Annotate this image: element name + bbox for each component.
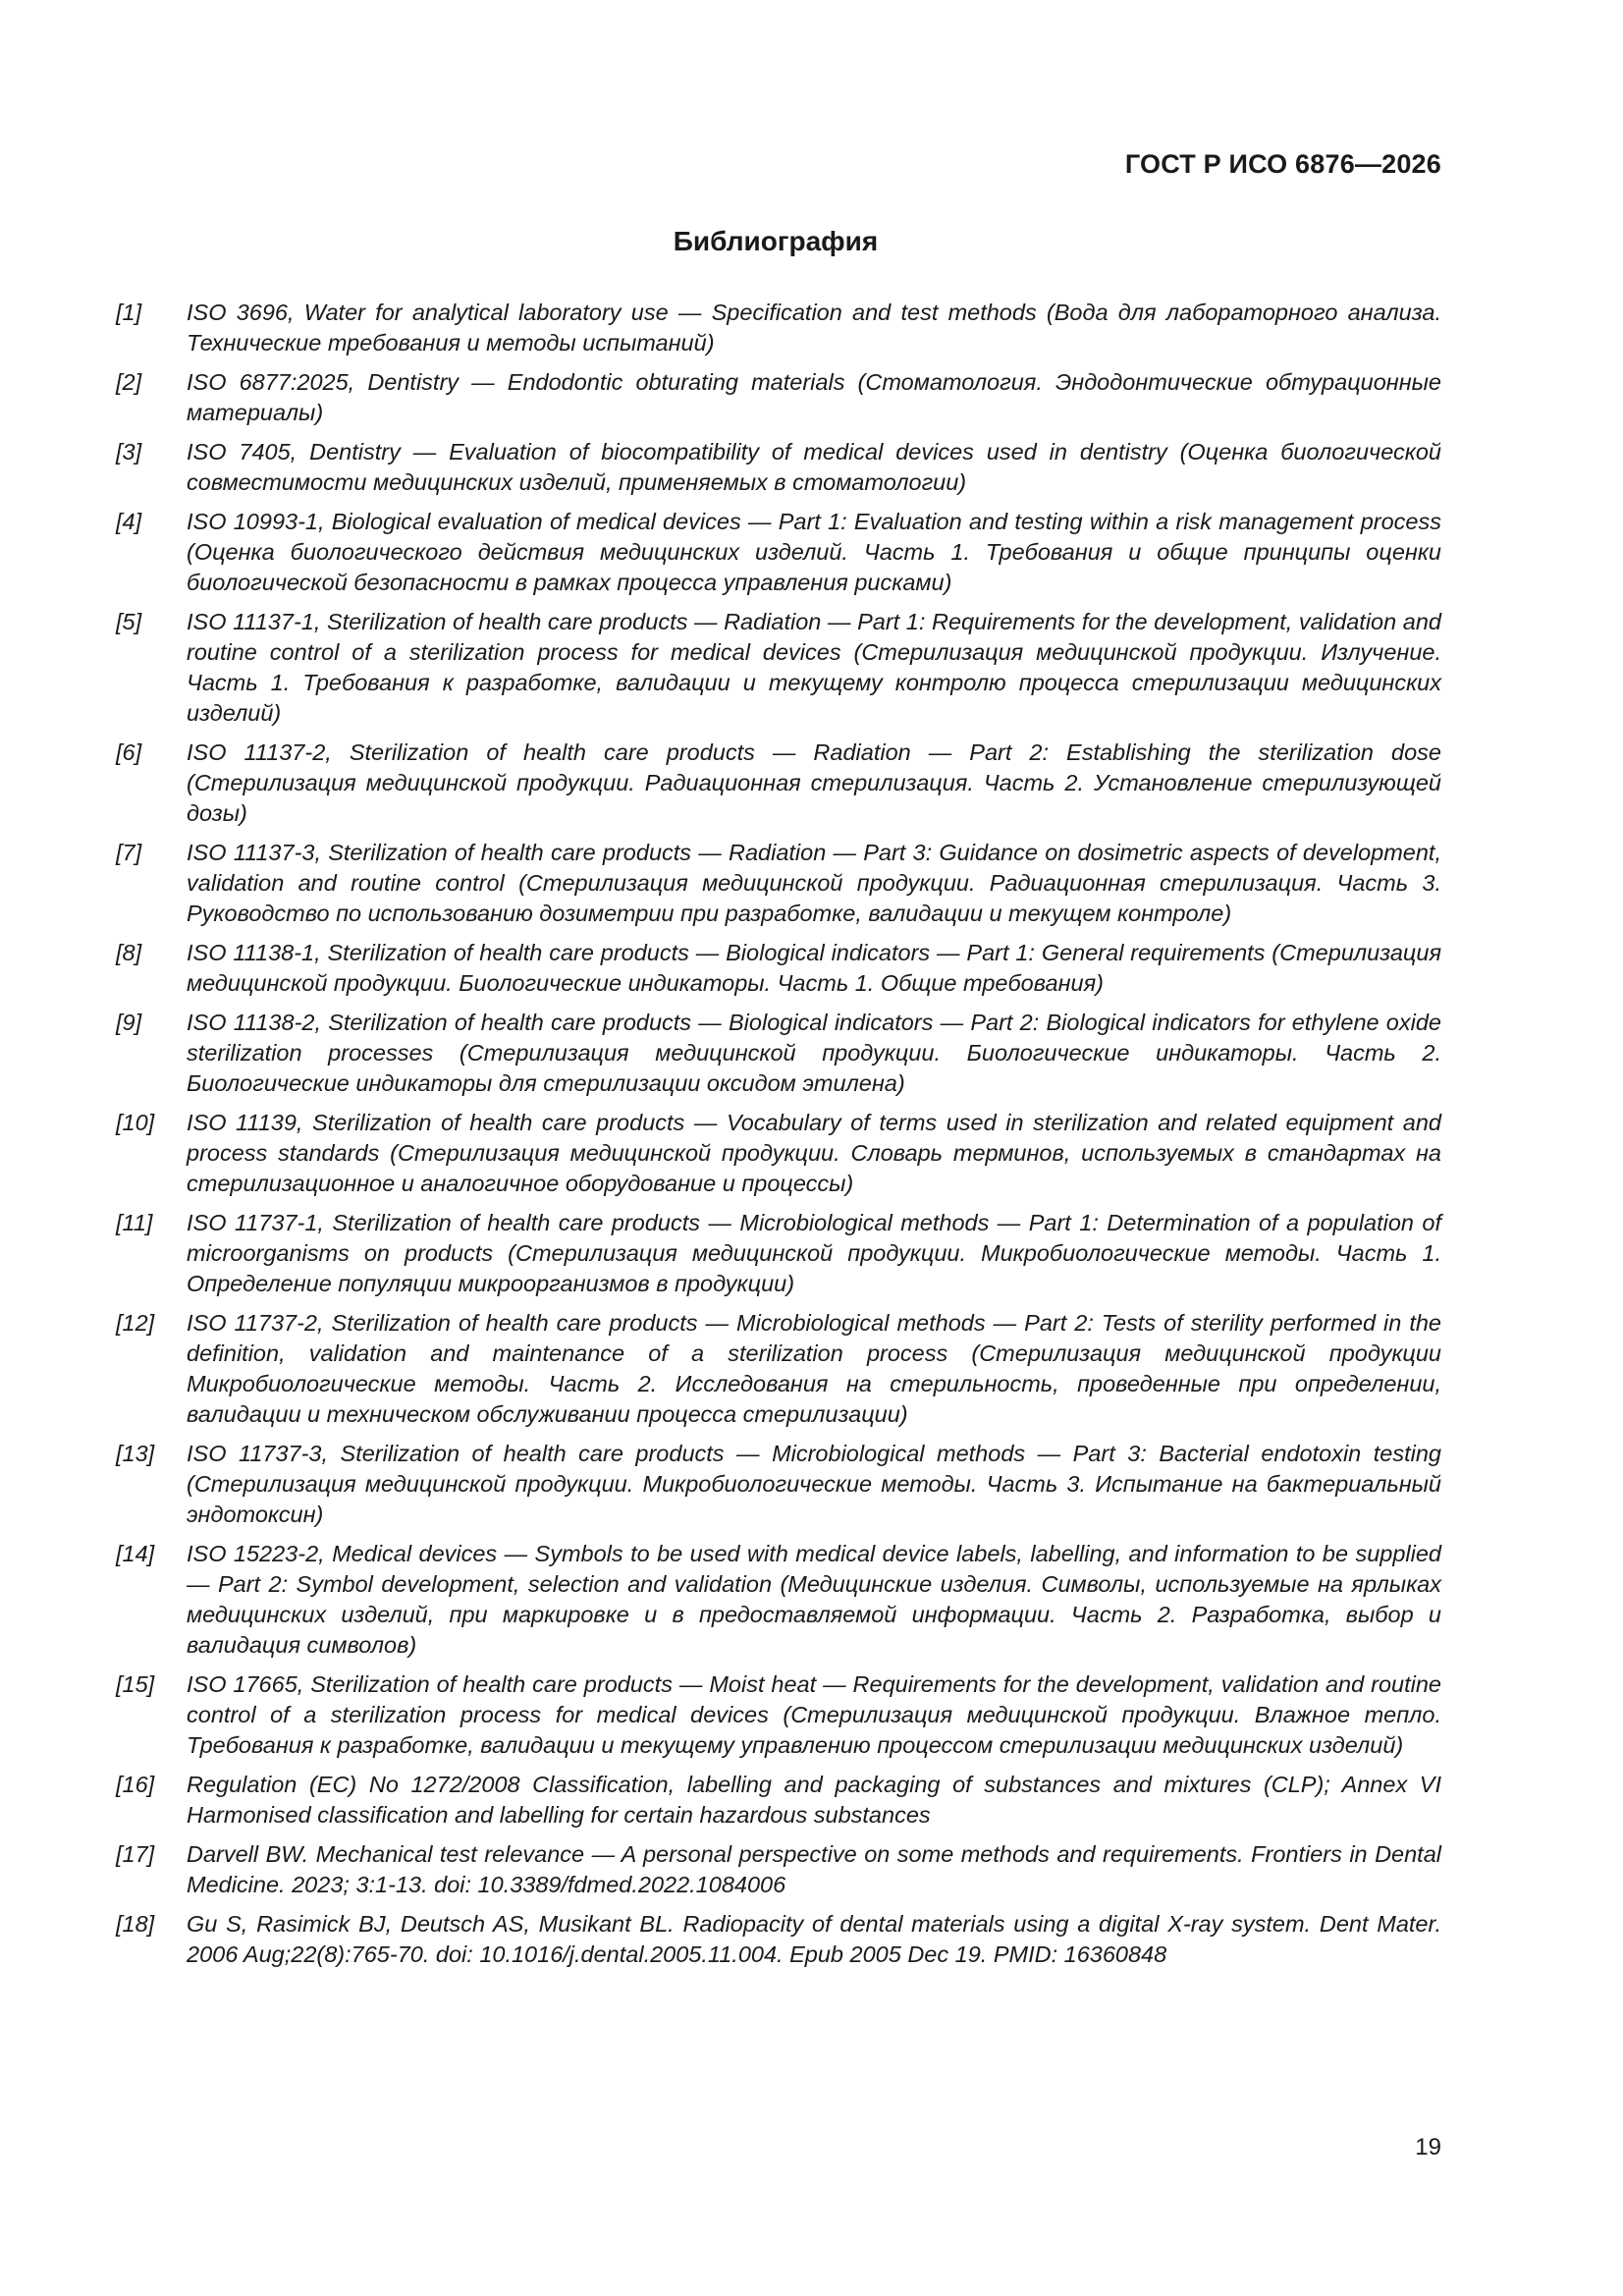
- bibliography-item-6: [116, 738, 1441, 829]
- bibliography-text: ISO 11137-1, Sterilization of health care products — Radiation — Part 1: Requirements for the development, validation and routine control of a sterilization process for medical devices (Стерилизация медицинской продукции. Излучение. Часть 1. Требования к разработке, валидации и текущему контролю процесса стерилизации медицинских изделий): [187, 609, 1441, 726]
- bibliography-item-5: [116, 607, 1441, 729]
- bibliography-text: Darvell BW. Mechanical test relevance — A personal perspective on some methods and requirements. Frontiers in Dental Medicine. 2023; 3:1-13. doi: 10.3389/fdmed.2022.1084006: [187, 1841, 1441, 1897]
- bibliography-text: ISO 11138-2, Sterilization of health care products — Biological indicators — Part 2: Biological indicators for ethylene oxide sterilization processes (Стерилизация медицинской продукции. Биологические индикаторы. Часть 2. Биологические индикаторы для стерилизации оксидом этилена): [187, 1010, 1441, 1096]
- bibliography-text: Regulation (EC) No 1272/2008 Classification, labelling and packaging of substances and mixtures (CLP); Annex VI Harmonised classification and labelling for certain hazardous substances: [187, 1772, 1441, 1828]
- bibliography-text: ISO 10993-1, Biological evaluation of medical devices — Part 1: Evaluation and testing within a risk management process (Оценка биологического действия медицинских изделий. Часть 1. Требования и общие принципы оценки биологической безопасности в рамках процесса управления рисками): [187, 509, 1441, 595]
- document-code: ГОСТ Р ИСО 6876—2026: [1124, 149, 1441, 179]
- bibliography-number: [1]: [116, 300, 142, 325]
- bibliography-number: [5]: [116, 609, 142, 634]
- bibliography-item-11: [116, 1208, 1441, 1299]
- bibliography-number: [11]: [116, 1210, 153, 1235]
- bibliography-item-4: [116, 507, 1441, 598]
- bibliography-list: [116, 298, 1441, 1979]
- bibliography-text: ISO 7405, Dentistry — Evaluation of biocompatibility of medical devices used in dentistry (Оценка биологической совместимости медицинских изделий, применяемых в стоматологии): [187, 439, 1441, 495]
- bibliography-number: [13]: [116, 1441, 155, 1466]
- bibliography-text: ISO 11737-3, Sterilization of health care products — Microbiological methods — Part 3: Bacterial endotoxin testing (Стерилизация медицинской продукции. Микробиологические методы. Часть 3. Испытание на бактериальный эндотоксин): [187, 1441, 1441, 1527]
- bibliography-text: ISO 15223-2, Medical devices — Symbols to be used with medical device labels, labelling, and information to be supplied — Part 2: Symbol development, selection and validation (Медицинские изделия. Символы, используемые на ярлыках медицинских изделий, при маркировке и в предоставляемой информации. Часть 2. Разработка, выбор и валидация символов): [187, 1541, 1441, 1658]
- page-number: 19: [1415, 2134, 1441, 2160]
- bibliography-item-16: [116, 1770, 1441, 1831]
- bibliography-number: [16]: [116, 1772, 155, 1797]
- bibliography-number: [18]: [116, 1911, 155, 1937]
- bibliography-item-8: [116, 938, 1441, 999]
- bibliography-number: [14]: [116, 1541, 155, 1566]
- bibliography-text: ISO 11137-3, Sterilization of health care products — Radiation — Part 3: Guidance on dosimetric aspects of development, validation and routine control (Стерилизация медицинской продукции. Радиационная стерилизация. Часть 3. Руководство по использованию дозиметрии при разработке, валидации и текущем контроле): [187, 840, 1441, 926]
- bibliography-text: ISO 11137-2, Sterilization of health care products — Radiation — Part 2: Establishing the sterilization dose (Стерилизация медицинской продукции. Радиационная стерилизация. Часть 2. Установление стерилизующей дозы): [187, 739, 1441, 826]
- bibliography-item-7: [116, 838, 1441, 929]
- bibliography-item-17: [116, 1839, 1441, 1900]
- bibliography-number: [8]: [116, 940, 142, 965]
- bibliography-number: [15]: [116, 1671, 155, 1697]
- bibliography-number: [9]: [116, 1010, 142, 1035]
- bibliography-item-14: [116, 1539, 1441, 1661]
- bibliography-item-10: [116, 1108, 1441, 1199]
- bibliography-number: [10]: [116, 1110, 155, 1135]
- bibliography-number: [12]: [116, 1310, 155, 1336]
- bibliography-item-9: [116, 1008, 1441, 1099]
- bibliography-text: ISO 11139, Sterilization of health care products — Vocabulary of terms used in sterilization and related equipment and process standards (Стерилизация медицинской продукции. Словарь терминов, используемых в стандартах на стерилизационное и аналогичное оборудование и процессы): [187, 1110, 1441, 1196]
- bibliography-text: ISO 11737-1, Sterilization of health care products — Microbiological methods — Part 1: Determination of a population of microorganisms on products (Стерилизация медицинской продукции. Микробиологические методы. Часть 1. Определение популяции микроорганизмов в продукции): [187, 1210, 1441, 1296]
- bibliography-item-12: [116, 1308, 1441, 1430]
- bibliography-number: [4]: [116, 509, 142, 534]
- bibliography-text: ISO 11138-1, Sterilization of health care products — Biological indicators — Part 1: General requirements (Стерилизация медицинской продукции. Биологические индикаторы. Часть 1. Общие требования): [187, 940, 1441, 996]
- bibliography-item-15: [116, 1669, 1441, 1761]
- bibliography-number: [7]: [116, 840, 142, 865]
- bibliography-item-13: [116, 1439, 1441, 1530]
- bibliography-number: [6]: [116, 739, 142, 765]
- bibliography-number: [3]: [116, 439, 142, 465]
- bibliography-item-2: [116, 367, 1441, 428]
- bibliography-text: ISO 3696, Water for analytical laboratory use — Specification and test methods (Вода для лабораторного анализа. Технические требования и методы испытаний): [187, 300, 1441, 355]
- bibliography-item-1: [116, 298, 1441, 358]
- bibliography-item-3: [116, 437, 1441, 498]
- bibliography-text: ISO 11737-2, Sterilization of health care products — Microbiological methods — Part 2: Tests of sterility performed in the definition, validation and maintenance of a sterilization process (Стерилизация медицинской продукции Микробиологические методы. Часть 2. Исследования на стерильность, проведенные при определении, валидации и техническом обслуживании процесса стерилизации): [187, 1310, 1441, 1427]
- bibliography-item-18: [116, 1909, 1441, 1970]
- section-title: Библиография: [673, 226, 879, 256]
- bibliography-text: ISO 17665, Sterilization of health care products — Moist heat — Requirements for the development, validation and routine control of a sterilization process for medical devices (Стерилизация медицинской продукции. Влажное тепло. Требования к разработке, валидации и текущему управлению процессом стерилизации медицинских изделий): [187, 1671, 1441, 1758]
- bibliography-text: Gu S, Rasimick BJ, Deutsch AS, Musikant BL. Radiopacity of dental materials using a digital X-ray system. Dent Mater. 2006 Aug;22(8):765-70. doi: 10.1016/j.dental.2005.11.004. Epub 2005 Dec 19. PMID: 16360848: [187, 1911, 1441, 1967]
- bibliography-text: ISO 6877:2025, Dentistry — Endodontic obturating materials (Стоматология. Эндодонтические обтурационные материалы): [187, 369, 1441, 425]
- bibliography-number: [2]: [116, 369, 142, 395]
- bibliography-number: [17]: [116, 1841, 155, 1867]
